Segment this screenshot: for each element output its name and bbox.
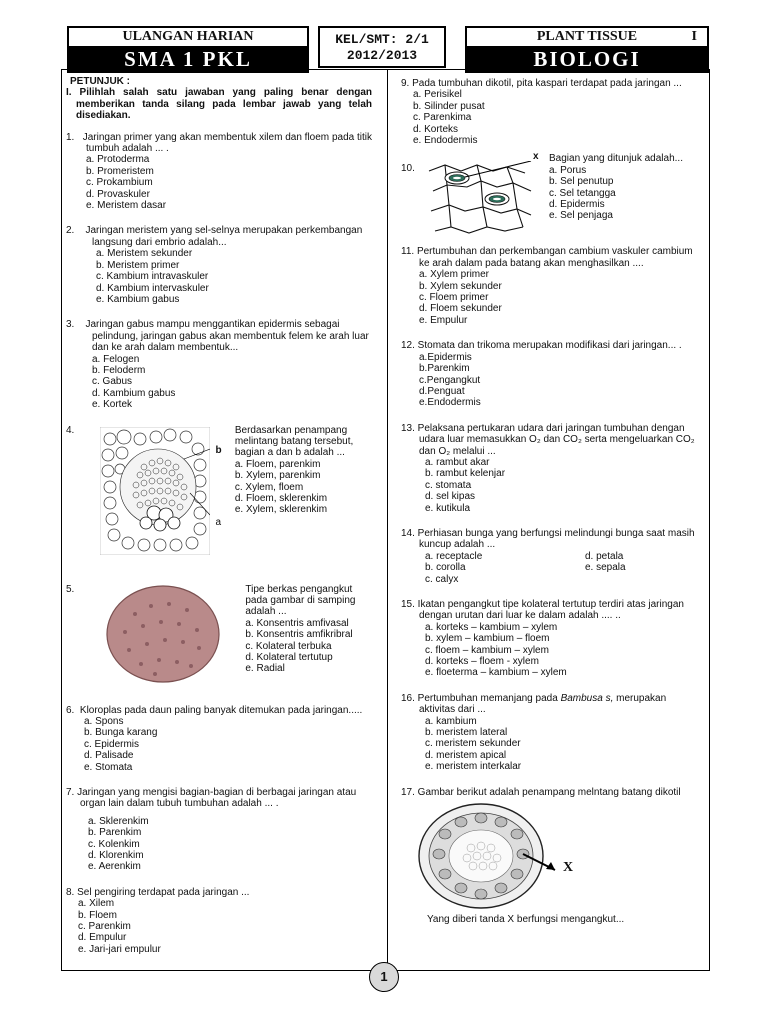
option: a. Perisikel [413, 89, 462, 101]
option: e. Jari-jari empulur [78, 943, 161, 955]
option: d. Kambium intervaskuler [96, 282, 209, 294]
exam-type: ULANGAN HARIAN [69, 28, 307, 47]
question-text: 8. Sel pengiring terdapat pada jaringan ... [66, 886, 250, 898]
option: b. Bunga karang [84, 727, 158, 739]
option: b. meristem lateral [425, 727, 508, 739]
option: c. Prokambium [86, 177, 153, 189]
question-number: 5. [66, 583, 75, 595]
question-number: 4. [66, 424, 75, 436]
option: b.Parenkim [419, 363, 470, 375]
option: c. stomata [425, 479, 472, 491]
right-column [401, 78, 699, 935]
option: e. Endodermis [413, 135, 478, 147]
option: e. Stomata [84, 761, 133, 773]
question-13 [401, 423, 699, 514]
option: e. Meristem dasar [86, 200, 167, 212]
stem-cross-section-image [100, 427, 210, 555]
option: a.Epidermis [419, 351, 472, 363]
option: c. calyx [425, 573, 459, 585]
question-12 [401, 340, 699, 408]
option: d. Floem sekunder [419, 303, 502, 315]
stomata-image [427, 161, 535, 237]
option: a. korteks – kambium – xylem [425, 621, 558, 633]
option: c. Parenkima [413, 112, 472, 124]
question-2 [66, 225, 372, 305]
question-17 [401, 787, 699, 926]
header-left-box [67, 26, 309, 73]
question-text: 13. Pelaksana pertukaran udara dari jaringan tumbuhan dengan udara luar memasukkan O₂ dan CO₂ serta mengeluarkan CO₂ dan O₂ melalui ... [401, 422, 698, 457]
option: e. Xylem, sklerenkim [234, 504, 328, 516]
option: d. Korteks [413, 123, 459, 135]
option: a. Sklerenkim [88, 815, 149, 827]
header-mid-box [318, 26, 446, 68]
option: d. Klorenkim [88, 850, 144, 862]
option: c. Kolateral terbuka [245, 640, 332, 652]
option: d. petala [585, 550, 624, 562]
option: d. Palisade [84, 750, 134, 762]
question-5-body [241, 584, 372, 696]
option: a. receptacle [425, 550, 483, 562]
option: a. kambium [425, 715, 477, 727]
option: d. Floem, sklerenkim [234, 493, 328, 504]
option: c. floem – kambium – xylem [425, 644, 549, 656]
question-6 [66, 705, 372, 773]
option: d. korteks – floem - xylem [425, 656, 539, 668]
question-16 [401, 693, 699, 773]
question-3 [66, 319, 375, 411]
school-year: 2012/2013 [346, 48, 418, 63]
question-text: 17. Gambar berikut adalah penampang melntang batang dikotil [401, 786, 681, 798]
question-1 [66, 131, 375, 212]
question-text: Bagian yang ditunjuk adalah... [549, 153, 683, 165]
question-text [401, 693, 699, 716]
option: b. corolla [425, 562, 466, 574]
class-semester: KEL/SMT: 2/1 [335, 32, 429, 47]
vascular-bundle-image [95, 584, 235, 688]
option: b. Sel penutup [549, 176, 614, 188]
option: e. floeterma – kambium – xylem [425, 667, 567, 679]
column-divider [387, 69, 388, 969]
option: e. Radial [245, 663, 285, 675]
question-8 [66, 887, 372, 955]
figure-label-x: X [563, 860, 574, 876]
figure-label-b: b [215, 444, 222, 456]
vascular-bundle-figure [95, 584, 235, 688]
option: b. rambut kelenjar [425, 468, 506, 480]
question-text: 3. Jaringan gabus mampu menggantikan epidermis sebagai pelindung, jaringan gabus akan membentuk felem ke arah luar dan ke arah dalam membentuk... [66, 319, 375, 354]
question-text: Tipe berkas pengangkut pada gambar di samping adalah ... [245, 583, 356, 618]
question-text: 12. Stomata dan trikoma merupakan modifikasi dari jaringan... . [401, 340, 682, 352]
option: e. Aerenkim [88, 861, 141, 873]
question-7 [66, 787, 372, 873]
option: c. Parenkim [78, 921, 131, 933]
option: d. Epidermis [549, 199, 605, 211]
option: d. Provaskuler [86, 188, 150, 200]
subject-name: BIOLOGI [467, 47, 707, 71]
option: b. Promeristem [86, 165, 154, 177]
question-9 [401, 78, 699, 146]
option: b. Parenkim [88, 827, 142, 839]
option: b. Floem [78, 909, 117, 921]
option: a. Xilem [78, 898, 115, 910]
question-14 [401, 528, 699, 585]
topic-title [467, 28, 707, 47]
topic-number: I [691, 29, 697, 44]
option: a. Floem, parenkim [234, 458, 321, 470]
option: e. Kambium gabus [96, 293, 180, 305]
option: e. sepala [585, 562, 626, 574]
question-text-end: merupakan aktivitas dari ... [419, 692, 667, 716]
option: e. kutikula [425, 502, 471, 514]
header-right-box [465, 26, 709, 73]
option: b. Meristem primer [96, 259, 180, 271]
question-text: 9. Pada tumbuhan dikotil, pita kaspari terdapat pada jaringan ... [401, 78, 682, 89]
option: c. Floem primer [419, 292, 489, 304]
option: b. Feloderm [92, 364, 146, 376]
question-text: 7. Jaringan yang mengisi bagian-bagian di berbagai jaringan atau organ lain dalam tubuh tumbuhan adalah ... . [66, 787, 359, 810]
option: a. Porus [549, 164, 587, 176]
option: e. meristem interkalar [425, 761, 522, 773]
option: e. Kortek [92, 399, 133, 411]
option: b. Silinder pusat [413, 100, 485, 112]
question-15 [401, 599, 699, 679]
option: c. Gabus [92, 376, 133, 388]
option: b. Xylem, parenkim [234, 470, 321, 482]
question-4 [66, 425, 372, 575]
topic-label: PLANT TISSUE [536, 29, 638, 44]
instructions-heading: PETUNJUK : [70, 76, 131, 87]
option: c. Kambium intravaskuler [96, 271, 209, 283]
option: b. Konsentris amfikribral [245, 629, 353, 641]
option: a. Xylem primer [419, 269, 490, 281]
question-text: 6. Kloroplas pada daun paling banyak ditemukan pada jaringan..... [66, 704, 363, 716]
option: a. Spons [84, 715, 124, 727]
question-text-start: 16. Pertumbuhan memanjang pada [401, 692, 561, 704]
question-5 [66, 584, 372, 696]
option: c. Kolenkim [88, 838, 140, 850]
option: b. xylem – kambium – floem [425, 633, 550, 645]
option: d. meristem apical [425, 749, 507, 761]
option: e. Empulur [419, 314, 468, 326]
question-11 [401, 246, 699, 326]
question-10-body [543, 153, 699, 237]
question-text: 14. Perhiasan bunga yang berfungsi melindungi bunga saat masih kuncup adalah ... [401, 527, 698, 551]
question-text: 15. Ikatan pengangkut tipe kolateral tertutup terdiri atas jaringan dengan urutan dari luar ke dalam adalah .... .. [401, 599, 687, 622]
option: a. Konsentris amfivasal [245, 617, 349, 629]
option: e.Endodermis [419, 397, 481, 409]
option: a. Protoderma [86, 154, 150, 166]
species-name: Bambusa s, [560, 692, 614, 704]
option: a. rambut akar [425, 456, 490, 468]
option: c.Pengangkut [419, 374, 481, 386]
stem-cross-section-figure [96, 425, 225, 555]
option: a. Meristem sekunder [96, 248, 193, 260]
question-4-body [231, 425, 372, 575]
page-number: 1 [369, 962, 399, 992]
figure-caption: Yang diberi tanda X berfungsi mengangkut... [427, 914, 625, 926]
option: d. Empulur [78, 932, 127, 944]
left-column [66, 76, 375, 964]
option: c. Sel tetangga [549, 187, 616, 199]
option: a. Felogen [92, 353, 140, 365]
dicot-stem-figure [415, 800, 615, 912]
question-text: 11. Pertumbuhan dan perkembangan cambium vaskuler cambium ke arah dalam pada batang akan menghasilkan .... [401, 246, 696, 269]
question-number: 10. [401, 163, 415, 175]
instructions-text: I. Pilihlah salah satu jawaban yang paling benar dengan memberikan tanda silang pada lembar jawab yang telah disediakan. [66, 87, 372, 122]
option: d.Penguat [419, 385, 465, 397]
option: b. Xylem sekunder [419, 280, 502, 292]
option: c. Xylem, floem [234, 481, 304, 493]
school-name: SMA 1 PKL [69, 47, 307, 71]
option: d. Kolateral tertutup [245, 652, 333, 663]
figure-label-x: x [533, 151, 539, 163]
stomata-figure [427, 153, 537, 237]
option: c. Epidermis [84, 738, 140, 750]
question-10 [401, 153, 699, 237]
figure-label-a: a [215, 516, 222, 528]
option: e. Sel penjaga [549, 210, 613, 222]
option: d. Kambium gabus [92, 387, 176, 399]
dicot-stem-image [415, 800, 585, 912]
option: c. meristem sekunder [425, 738, 521, 750]
question-text: 2. Jaringan meristem yang sel-selnya merupakan perkembangan langsung dari embrio adalah... [66, 225, 366, 248]
question-text: 1. Jaringan primer yang akan membentuk xilem dan floem pada titik tumbuh adalah ... . [66, 131, 375, 155]
question-text: Berdasarkan penampang melintang batang tersebut, bagian a dan b adalah ... [234, 424, 354, 459]
option: d. sel kipas [425, 491, 476, 503]
